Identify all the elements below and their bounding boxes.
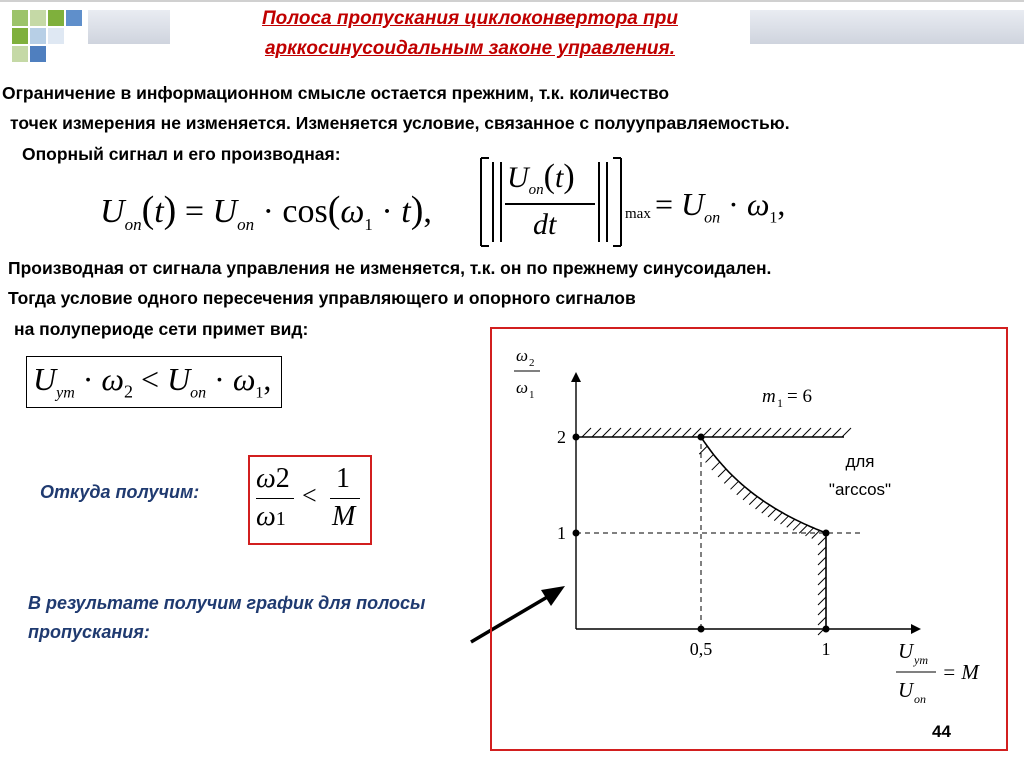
hatch-curve <box>806 528 814 536</box>
boundary-curve <box>701 437 826 533</box>
hatch-top <box>592 428 601 437</box>
hatch-curve <box>712 462 720 470</box>
hatch-top <box>672 428 681 437</box>
y-axis-label-num: ω <box>516 346 529 365</box>
page-number: 44 <box>932 722 951 741</box>
inequality-box: $U_{ym} \cdot \omega_2 < U_{on} \cdot \omega_1$, <box>26 356 282 408</box>
hatch-curve <box>699 446 707 454</box>
parameter-label-sub: 1 <box>777 396 783 410</box>
hatch-curve <box>731 481 739 489</box>
reference-signal-formula: $U_{on}(t) = U_{on} \cdot \cos(\omega_1 \cdot t)$, <box>100 189 432 234</box>
hatch-top <box>732 428 741 437</box>
x-axis-label-num-sub: ут <box>914 653 928 667</box>
y-axis-label-num-sub: 2 <box>529 357 535 369</box>
x-tick-label-1: 0,5 <box>689 639 713 659</box>
boundary-point-2 <box>698 434 705 441</box>
hatch-vertical <box>818 597 826 605</box>
hatch-curve <box>756 501 764 509</box>
hatch-top <box>652 428 661 437</box>
boundary-point-1 <box>573 434 580 441</box>
boundary-point-3 <box>823 530 830 537</box>
hatch-curve <box>793 522 801 530</box>
hatch-curve <box>724 475 732 483</box>
hatch-curve <box>743 492 751 500</box>
curve-label-line1: для <box>845 452 875 471</box>
graph-caption-line1: В результате получим график для полосы <box>28 593 426 613</box>
hatch-curve <box>737 487 745 495</box>
x-axis-label-den-sub: оп <box>914 692 926 706</box>
graph-caption-line2: пропускания: <box>28 622 150 642</box>
hatch-vertical <box>818 577 826 585</box>
hatch-vertical <box>818 587 826 595</box>
hatch-top <box>722 428 731 437</box>
hatch-top <box>802 428 811 437</box>
hatch-top <box>842 428 851 437</box>
paragraph2-line1: Производная от сигнала управления не изменяется, т.к. он по прежнему синусоидален. <box>8 258 772 278</box>
y-axis-label-den: ω <box>516 378 529 397</box>
hatch-curve <box>768 509 776 517</box>
y-tick-label-1: 2 <box>557 427 566 447</box>
hatch-vertical <box>818 547 826 555</box>
hatch-top <box>792 428 801 437</box>
parameter-label-m: m <box>762 386 776 407</box>
hatch-top <box>682 428 691 437</box>
result-label: Откуда получим: <box>40 482 200 502</box>
hatch-vertical <box>818 567 826 575</box>
x-tick-point-0-5 <box>698 626 705 633</box>
hatch-top <box>712 428 721 437</box>
hatch-top <box>602 428 611 437</box>
hatch-curve <box>799 525 807 533</box>
hatch-vertical <box>818 537 826 545</box>
bandwidth-chart <box>490 327 1006 751</box>
y-tick-label-2: 1 <box>557 523 566 543</box>
hatch-top <box>582 428 591 437</box>
reference-signal-label: Опорный сигнал и его производная: <box>22 144 341 164</box>
hatch-top <box>812 428 821 437</box>
x-axis-label-den: U <box>898 678 914 702</box>
hatch-top <box>642 428 651 437</box>
top-rule <box>0 0 1024 2</box>
hatch-curve <box>706 454 714 462</box>
paragraph1-line2: точек измерения не изменяется. Изменяется условие, связанное с полууправляемостью. <box>10 113 790 133</box>
y-axis-label-den-sub: 1 <box>529 389 535 401</box>
hatch-curve <box>762 505 770 513</box>
ratio-formula-box: ω2 ω1 < 1 M <box>248 455 372 545</box>
hatch-top <box>832 428 841 437</box>
hatch-top <box>662 428 671 437</box>
hatch-curve <box>774 513 782 521</box>
paragraph1-line1: Ограничение в информационном смысле остается прежним, т.к. количество <box>2 83 670 103</box>
hatch-vertical <box>818 607 826 615</box>
x-axis-label-eq: = M <box>942 660 979 684</box>
hatch-top <box>782 428 791 437</box>
boundary-point-4 <box>823 626 830 633</box>
parameter-label-eq: = 6 <box>787 386 812 407</box>
hatch-vertical <box>818 557 826 565</box>
hatch-top <box>612 428 621 437</box>
hatch-vertical <box>818 617 826 625</box>
hatch-curve <box>787 519 795 527</box>
hatch-top <box>622 428 631 437</box>
hatch-curve <box>718 469 726 477</box>
hatch-curve <box>781 516 789 524</box>
paragraph2-line3: на полупериоде сети примет вид: <box>14 319 309 339</box>
derivative-formula: $U_{on}(t)$ dt max = $U_{on} \cdot \omega_1$, <box>475 152 820 252</box>
slide-title-line2: арккосинусоидальным законе управления. <box>264 38 676 59</box>
slide-title-line1: Полоса пропускания циклоконвертора при <box>262 8 678 29</box>
hatch-curve <box>749 497 757 505</box>
hatch-top <box>742 428 751 437</box>
header-band-right <box>750 10 1024 44</box>
curve-label-line2: "arccos" <box>828 480 892 499</box>
hatch-top <box>632 428 641 437</box>
hatch-top <box>762 428 771 437</box>
hatch-top <box>822 428 831 437</box>
x-tick-label-2: 1 <box>821 639 831 659</box>
hatch-top <box>772 428 781 437</box>
paragraph2-line2: Тогда условие одного пересечения управляющего и опорного сигналов <box>8 288 636 308</box>
y-tick-point-1 <box>573 530 580 537</box>
x-axis-label-num: U <box>898 639 914 663</box>
hatch-curve <box>812 531 820 539</box>
hatch-top <box>752 428 761 437</box>
